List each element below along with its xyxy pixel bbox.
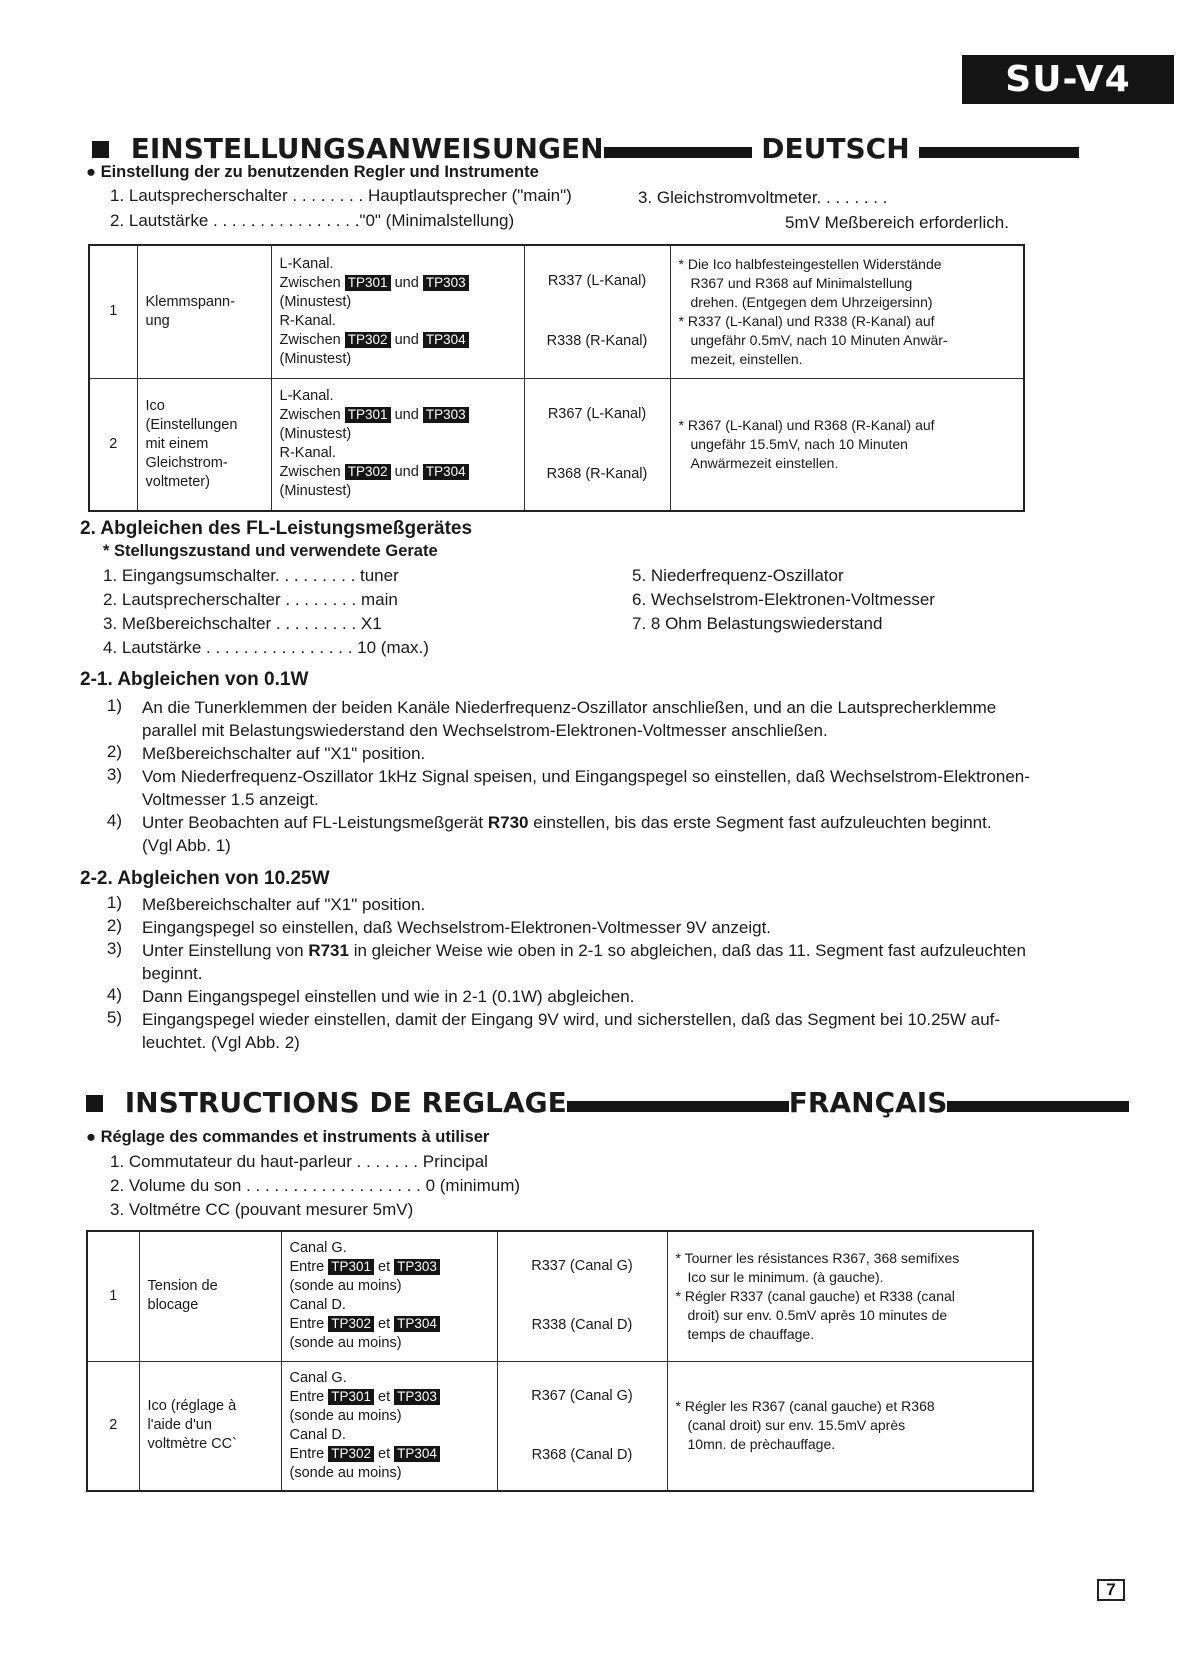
- fl-equipment: 5. Niederfrequenz-Oszillator: [632, 566, 844, 585]
- adjustment-cell: R367 (Canal G) R368 (Canal D): [497, 1361, 667, 1491]
- test-point-badge: TP301: [345, 407, 391, 423]
- heading-square-icon: [92, 141, 109, 158]
- heading-language: DEUTSCH: [761, 132, 910, 165]
- adjustment-cell: R337 (Canal G) R338 (Canal D): [497, 1231, 667, 1361]
- step: 4) Unter Beobachten auf FL-Leistungsmeßgerät R730 einstellen, bis das erste Segment fast aufzuleuchten beginnt. (Vgl Abb. 1): [106, 811, 992, 855]
- test-point-badge: TP304: [394, 1446, 440, 1462]
- fl-setting: 3. Meßbereichschalter . . . . . . . . . X1: [103, 614, 382, 633]
- step: 2) Meßbereichschalter auf "X1" position.: [106, 742, 426, 763]
- notes-cell: * Tourner les résistances R367, 368 semifixes Ico sur le minimum. (à gauche). * Régler R337 (canal gauche) et R338 (canal droit) sur env. 0.5mV après 10 minutes de temps de chauffage.: [667, 1231, 1033, 1361]
- french-subheading: ● Réglage des commandes et instruments à utiliser: [86, 1128, 490, 1146]
- test-point-badge: TP302: [345, 464, 391, 480]
- table-row: [87, 1231, 1033, 1361]
- test-point-cell: Canal G. Entre TP301 et TP303 (sonde au moins) Canal D. Entre TP302 et TP304 (sonde au moins): [281, 1231, 497, 1361]
- item-cell: Ico (réglage à l'aide d'un voltmètre CC`: [139, 1361, 281, 1491]
- german-subheading: ● Einstellung der zu benutzenden Regler und Instrumente: [86, 163, 539, 181]
- section-2-2-heading: 2-2. Abgleichen von 10.25W: [80, 868, 330, 889]
- step: 3) Vom Niederfrequenz-Oszillator 1kHz Signal speisen, und Eingangspegel so einstellen, daß Wechselstrom-Elektronen- Voltmesser 1.5 anzeigt.: [106, 765, 1030, 809]
- notes-cell: * Die Ico halbfesteingestellen Widerstände R367 und R368 auf Minimalstellung drehen. (Entgegen dem Uhrzeigersinn) * R337 (L-Kanal) und R338 (R-Kanal) auf ungefähr 0.5mV, nach 10 Minuten Anwär- mezeit, einstellen.: [670, 245, 1024, 378]
- adjustment-cell: R337 (L-Kanal) R338 (R-Kanal): [524, 245, 670, 378]
- fl-setting: 4. Lautstärke . . . . . . . . . . . . . . . . 10 (max.): [103, 638, 429, 657]
- heading-title: EINSTELLUNGSANWEISUNGEN: [130, 132, 604, 165]
- test-point-badge: TP303: [423, 407, 469, 423]
- setting-item: 1. Commutateur du haut-parleur . . . . . . . Principal: [110, 1152, 488, 1171]
- row-number: 1: [87, 1231, 139, 1361]
- step: 3) Unter Einstellung von R731 in gleicher Weise wie oben in 2-1 so abgleichen, daß das 11. Segment fast aufzuleuchten beginnt.: [106, 939, 1026, 983]
- model-badge: SU-V4: [962, 55, 1174, 104]
- page-number: 7: [1097, 1579, 1125, 1601]
- test-point-badge: TP302: [345, 332, 391, 348]
- setting-item: 3. Voltmétre CC (pouvant mesurer 5mV): [110, 1200, 414, 1219]
- table-row: [89, 378, 1024, 511]
- adjustment-cell: R367 (L-Kanal) R368 (R-Kanal): [524, 378, 670, 511]
- table-row: [89, 245, 1024, 378]
- row-number: 2: [87, 1361, 139, 1491]
- notes-cell: * Régler les R367 (canal gauche) et R368 (canal droit) sur env. 15.5mV après 10mn. de prèchauffage.: [667, 1361, 1033, 1491]
- test-point-badge: TP302: [328, 1316, 374, 1332]
- german-adjustment-table: [88, 244, 1025, 512]
- test-point-badge: TP304: [394, 1316, 440, 1332]
- step: 5) Eingangspegel wieder einstellen, damit der Eingang 9V wird, und sicherstellen, daß das Segment bei 10.25W auf- leuchtet. (Vgl Abb. 2): [106, 1008, 1001, 1052]
- section-2-1-steps: [80, 696, 1090, 857]
- french-adjustment-table: [86, 1230, 1034, 1492]
- step: 2) Eingangspegel so einstellen, daß Wechselstrom-Elektronen-Voltmesser 9V anzeigt.: [106, 916, 772, 937]
- fl-setting: 1. Eingangsumschalter. . . . . . . . . tuner: [103, 566, 399, 585]
- heading-rule: [919, 147, 1079, 158]
- test-point-badge: TP304: [423, 464, 469, 480]
- fl-equipment: 6. Wechselstrom-Elektronen-Voltmesser: [632, 590, 935, 609]
- item-cell: Ico (Einstellungen mit einem Gleichstrom- voltmeter): [137, 378, 271, 511]
- test-point-cell: Canal G. Entre TP301 et TP303 (sonde au moins) Canal D. Entre TP302 et TP304 (sonde au moins): [281, 1361, 497, 1491]
- notes-cell: * R367 (L-Kanal) und R368 (R-Kanal) auf ungefähr 15.5mV, nach 10 Minuten Anwärmezeit einstellen.: [670, 378, 1024, 511]
- step: 1) An die Tunerklemmen der beiden Kanäle Niederfrequenz-Oszillator anschließen, und an die Lautsprecherklemme parallel mit Belastungswiederstand den Wechselstrom-Elektronen-Voltmesser anschließen.: [106, 696, 997, 740]
- row-number: 1: [89, 245, 137, 378]
- section-2-2-steps: [80, 893, 1090, 1054]
- table-row: [87, 1361, 1033, 1491]
- section-2-1-heading: 2-1. Abgleichen von 0.1W: [80, 669, 309, 690]
- test-point-badge: TP302: [328, 1446, 374, 1462]
- fl-equipment: 7. 8 Ohm Belastungswiederstand: [632, 614, 883, 633]
- setting-item: 1. Lautsprecherschalter . . . . . . . . Hauptlautsprecher ("main"): [110, 186, 572, 205]
- section-heading-german: [92, 132, 1079, 165]
- test-point-cell: L-Kanal. Zwischen TP301 und TP303 (Minustest) R-Kanal. Zwischen TP302 und TP304 (Minustest): [271, 378, 524, 511]
- setting-item: 2. Volume du son . . . . . . . . . . . . . . . . . . . 0 (minimum): [110, 1176, 521, 1195]
- section-heading-french: [86, 1086, 1129, 1119]
- test-point-badge: TP303: [423, 275, 469, 291]
- heading-rule: [567, 1101, 789, 1112]
- setting-item: 3. Gleichstromvoltmeter. . . . . . . .: [638, 188, 888, 207]
- test-point-badge: TP301: [345, 275, 391, 291]
- setting-item: 2. Lautstärke . . . . . . . . . . . . . . . ."0" (Minimalstellung): [110, 211, 515, 230]
- row-number: 2: [89, 378, 137, 511]
- resistor-label: R730: [487, 813, 529, 832]
- step: 1) Meßbereichschalter auf "X1" position.: [106, 893, 426, 914]
- test-point-cell: L-Kanal. Zwischen TP301 und TP303 (Minustest) R-Kanal. Zwischen TP302 und TP304 (Minustest): [271, 245, 524, 378]
- heading-square-icon: [86, 1095, 103, 1112]
- heading-rule: [604, 147, 752, 158]
- setting-item: 5mV Meßbereich erforderlich.: [785, 213, 1009, 232]
- item-cell: Klemmspann- ung: [137, 245, 271, 378]
- test-point-badge: TP303: [394, 1389, 440, 1405]
- item-cell: Tension de blocage: [139, 1231, 281, 1361]
- resistor-label: R731: [308, 941, 349, 960]
- step: 4) Dann Eingangspegel einstellen und wie in 2-1 (0.1W) abgleichen.: [106, 985, 635, 1006]
- fl-heading: 2. Abgleichen des FL-Leistungsmeßgerätes: [80, 518, 473, 539]
- heading-language: FRANÇAIS: [788, 1086, 948, 1119]
- test-point-badge: TP301: [328, 1389, 374, 1405]
- heading-title: INSTRUCTIONS DE REGLAGE: [124, 1086, 567, 1119]
- test-point-badge: TP301: [328, 1259, 374, 1275]
- test-point-badge: TP304: [423, 332, 469, 348]
- test-point-badge: TP303: [394, 1259, 440, 1275]
- heading-rule: [947, 1101, 1129, 1112]
- fl-setting: 2. Lautsprecherschalter . . . . . . . . main: [103, 590, 398, 609]
- fl-subheading: * Stellungszustand und verwendete Gerate: [103, 542, 438, 560]
